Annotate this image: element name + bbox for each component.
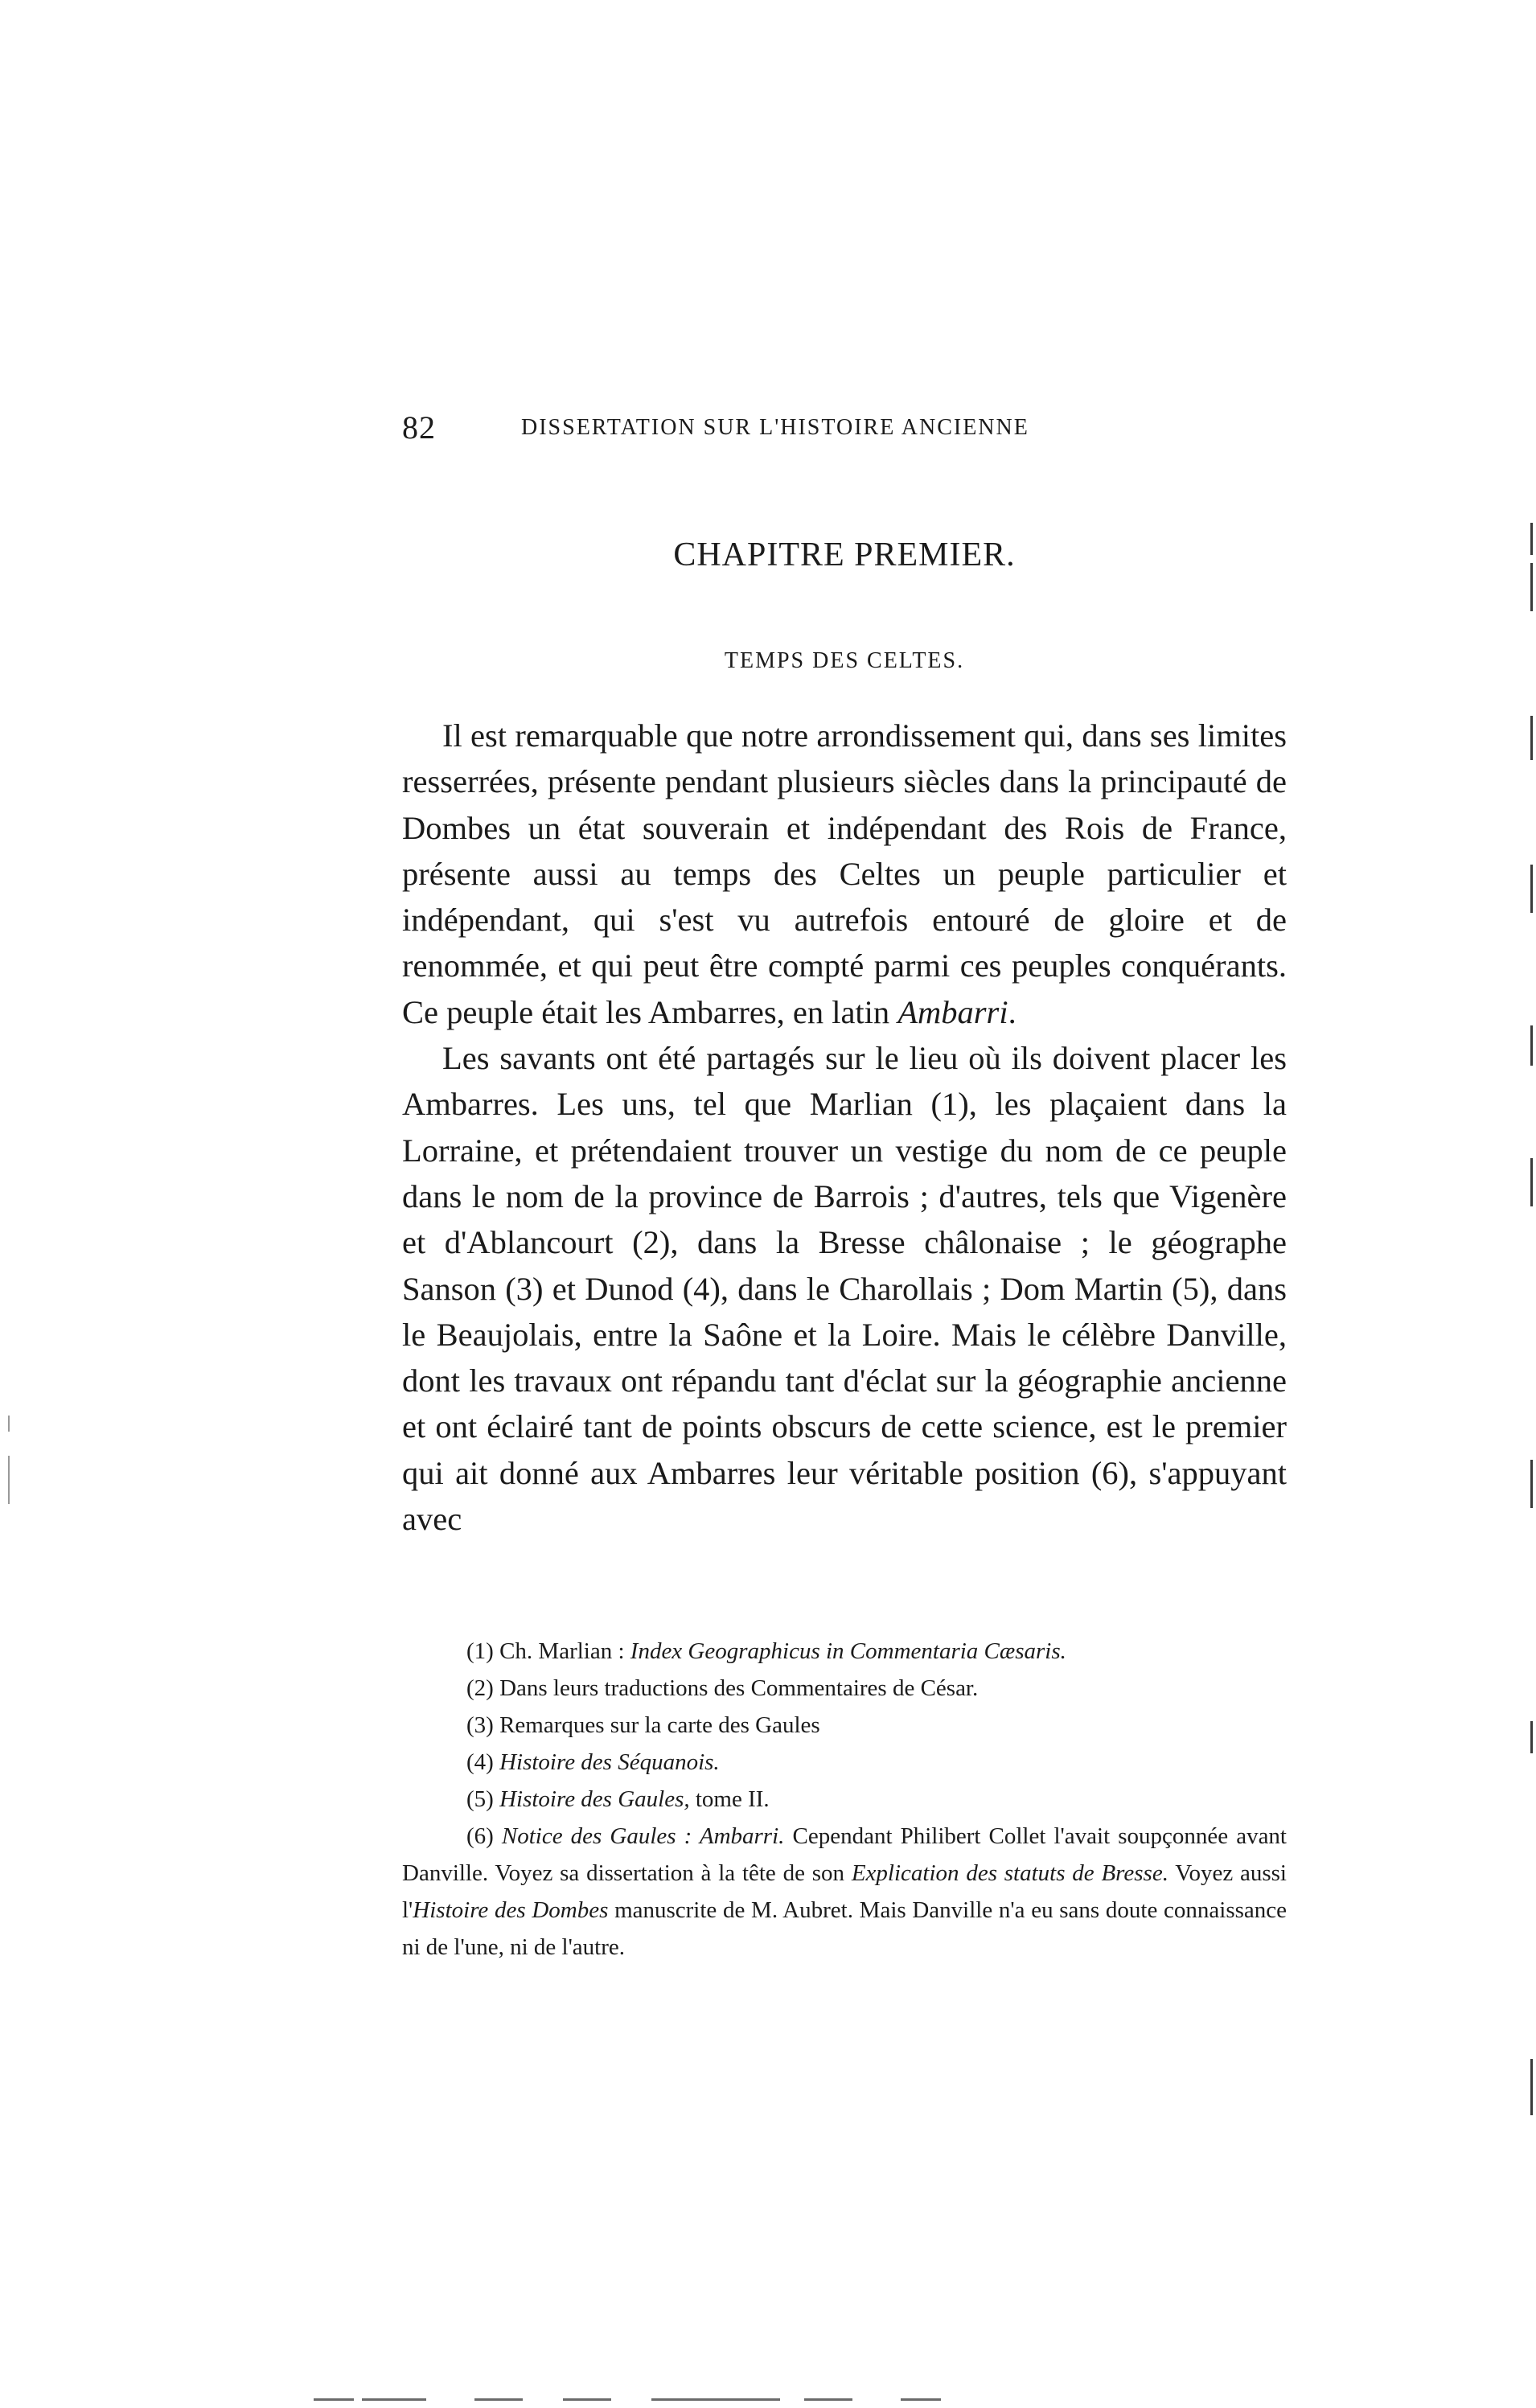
paragraph-1-end: . bbox=[1008, 993, 1016, 1030]
footnote-text: Voyez aussi l' bbox=[402, 1860, 1287, 1923]
running-head bbox=[402, 409, 1256, 457]
footnote-3 bbox=[402, 1707, 1287, 1744]
paragraph-1-text: Il est remarquable que notre arrondissement qui, dans ses limites resserrées, présente pendant plusieurs siècles dans la principauté de Dombes un état souverain et indépendant des Rois de France, présente aussi au temps des Celtes un peuple particulier et indépendant, qui s'est vu autrefois entouré de gloire et de renommée, et qui peut être compté parmi ces peuples conquérants. Ce peuple était les Ambarres, en latin bbox=[402, 717, 1287, 1030]
footnotes bbox=[402, 1633, 1287, 1966]
footnote-italic: Index Geographicus in Commentaria Cæsaris. bbox=[630, 1638, 1066, 1664]
scan-left-mark bbox=[8, 1456, 10, 1504]
footnote-text: Cependant Philibert Collet l'avait soupçonnée avant Danville. Voyez sa dissertation à la tête de son bbox=[402, 1823, 1287, 1886]
scan-edge-mark bbox=[1530, 1460, 1533, 1508]
scan-bottom-mark bbox=[804, 2398, 852, 2401]
footnote-italic: Notice des Gaules : Ambarri. bbox=[501, 1823, 785, 1849]
footnote-2 bbox=[402, 1670, 1287, 1707]
footnote-number: (2) bbox=[466, 1675, 494, 1701]
body-text bbox=[402, 713, 1287, 1542]
scan-bottom-mark bbox=[563, 2398, 611, 2401]
footnote-6 bbox=[402, 1818, 1287, 1966]
footnote-italic: Histoire des Dombes bbox=[413, 1897, 609, 1923]
footnote-number: (4) bbox=[466, 1749, 494, 1775]
scan-bottom-mark bbox=[651, 2398, 780, 2401]
footnote-number: (6) bbox=[466, 1823, 494, 1849]
footnote-text: tome II. bbox=[689, 1786, 770, 1812]
scan-bottom-mark bbox=[901, 2398, 941, 2401]
footnote-1 bbox=[402, 1633, 1287, 1670]
scan-bottom-mark bbox=[314, 2398, 354, 2401]
section-title: TEMPS DES CELTES. bbox=[724, 648, 965, 673]
scan-edge-mark bbox=[1530, 1025, 1533, 1066]
footnote-text: manuscrite de M. Aubret. Mais Danville n'a eu sans doute connaissance ni de l'une, ni de l'autre. bbox=[402, 1897, 1288, 1960]
footnote-text: Ch. Marlian : bbox=[499, 1638, 630, 1664]
scan-bottom-mark bbox=[474, 2398, 523, 2401]
scan-edge-mark bbox=[1530, 2059, 1533, 2115]
chapter-title: CHAPITRE PREMIER. bbox=[673, 536, 1016, 573]
scan-left-mark bbox=[8, 1416, 10, 1432]
footnote-number: (1) bbox=[466, 1638, 494, 1664]
footnote-italic: Explication des statuts de Bresse. bbox=[851, 1860, 1168, 1886]
paragraph-1-italic: Ambarri bbox=[897, 993, 1008, 1030]
page-number: 82 bbox=[402, 409, 436, 446]
running-title: DISSERTATION SUR L'HISTOIRE ANCIENNE bbox=[521, 415, 1029, 440]
scan-edge-mark bbox=[1530, 1721, 1533, 1753]
scan-edge-mark bbox=[1530, 523, 1533, 555]
footnote-text: Dans leurs traductions des Commentaires de César. bbox=[499, 1675, 979, 1701]
footnote-text: Remarques sur la carte des Gaules bbox=[499, 1712, 820, 1738]
footnote-5 bbox=[402, 1781, 1287, 1818]
paragraph-2: Les savants ont été partagés sur le lieu où ils doivent placer les Ambarres. Les uns, tel que Marlian (1), les plaçaient dans la Lorraine, et prétendaient trouver un vestige du nom de ce peuple dans le nom de la province de Barrois ; d'autres, tels que Vigenère et d'Ablancourt (2), dans la Bresse châlonaise ; le géographe Sanson (3) et Dunod (4), dans le Charollais ; Dom Martin (5), dans le Beaujolais, entre la Saône et la Loire. Mais le célèbre Danville, dont les travaux ont répandu tant d'éclat sur la géographie ancienne et ont éclairé tant de points obscurs de cette science, est le premier qui ait donné aux Ambarres leur véritable position (6), s'appuyant avec bbox=[402, 1040, 1287, 1538]
scan-bottom-mark bbox=[362, 2398, 426, 2401]
scan-edge-mark bbox=[1530, 563, 1533, 611]
scan-edge-mark bbox=[1530, 716, 1533, 760]
footnote-italic: Histoire des Séquanois. bbox=[499, 1749, 720, 1775]
scan-edge-mark bbox=[1530, 865, 1533, 913]
footnote-number: (5) bbox=[466, 1786, 494, 1812]
footnote-number: (3) bbox=[466, 1712, 494, 1738]
footnote-4 bbox=[402, 1744, 1287, 1781]
paragraph-1 bbox=[402, 713, 1287, 1035]
scan-edge-mark bbox=[1530, 1158, 1533, 1206]
footnote-italic: Histoire des Gaules, bbox=[499, 1786, 690, 1812]
